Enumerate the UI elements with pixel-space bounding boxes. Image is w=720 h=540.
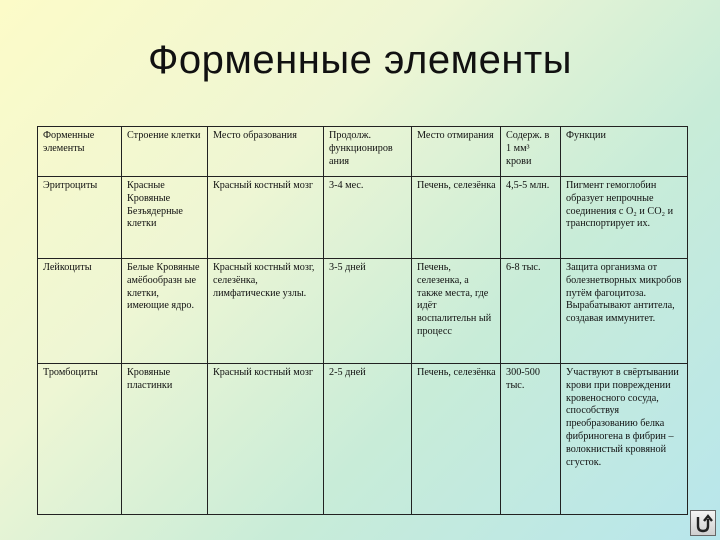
header-cell: Место отмирания xyxy=(412,127,501,177)
table-cell: Пигмент гемоглобин образует непрочные соединения с O₂ и CO₂ и транспортирует их. xyxy=(561,177,688,259)
table-header-row xyxy=(38,127,688,177)
table-cell: 3-5 дней xyxy=(324,259,412,364)
table-row xyxy=(38,177,688,259)
table-cell: 2-5 дней xyxy=(324,364,412,515)
table-cell: Кровяные пластинки xyxy=(122,364,208,515)
table-cell: Защита организма от болезнетворных микробов путём фагоцитоза. Вырабатывают антитела, создавая иммунитет. xyxy=(561,259,688,364)
table-cell: Печень, селезенка, а также места, где идёт воспалительн ый процесс xyxy=(412,259,501,364)
table-cell: Красные Кровяные Безъядерные клетки xyxy=(122,177,208,259)
table-cell: Красный костный мозг xyxy=(208,177,324,259)
table-cell: 3-4 мес. xyxy=(324,177,412,259)
table-cell: Эритроциты xyxy=(38,177,122,259)
table-cell: Печень, селезёнка xyxy=(412,364,501,515)
return-button[interactable] xyxy=(690,510,716,536)
table-cell: Лейкоциты xyxy=(38,259,122,364)
table-cell: 6-8 тыс. xyxy=(501,259,561,364)
header-cell: Функции xyxy=(561,127,688,177)
slide-title: Форменные элементы xyxy=(148,38,572,82)
table-row xyxy=(38,259,688,364)
table-cell: 4,5-5 млн. xyxy=(501,177,561,259)
table-cell: Белые Кровяные амёбообразн ые клетки, имеющие ядро. xyxy=(122,259,208,364)
header-cell: Форменные элементы xyxy=(38,127,122,177)
table-cell: Тромбоциты xyxy=(38,364,122,515)
header-cell: Продолж. функциониров ания xyxy=(324,127,412,177)
header-cell: Место образования xyxy=(208,127,324,177)
table-row xyxy=(38,364,688,515)
header-cell: Строение клетки xyxy=(122,127,208,177)
return-arrow-icon xyxy=(691,511,715,535)
table-cell: Красный костный мозг xyxy=(208,364,324,515)
header-cell: Содерж. в 1 мм³ крови xyxy=(501,127,561,177)
table-cell: 300-500 тыс. xyxy=(501,364,561,515)
table-cell: Участвуют в свёртывании крови при повреждении кровеносного сосуда, способствуя преобразованию белка фибриногена в фибрин – волокнистый кровяной сгусток. xyxy=(561,364,688,515)
table-cell: Красный костный мозг, селезёнка, лимфатические узлы. xyxy=(208,259,324,364)
table-cell: Печень, селезёнка xyxy=(412,177,501,259)
blood-cells-table xyxy=(37,126,688,515)
